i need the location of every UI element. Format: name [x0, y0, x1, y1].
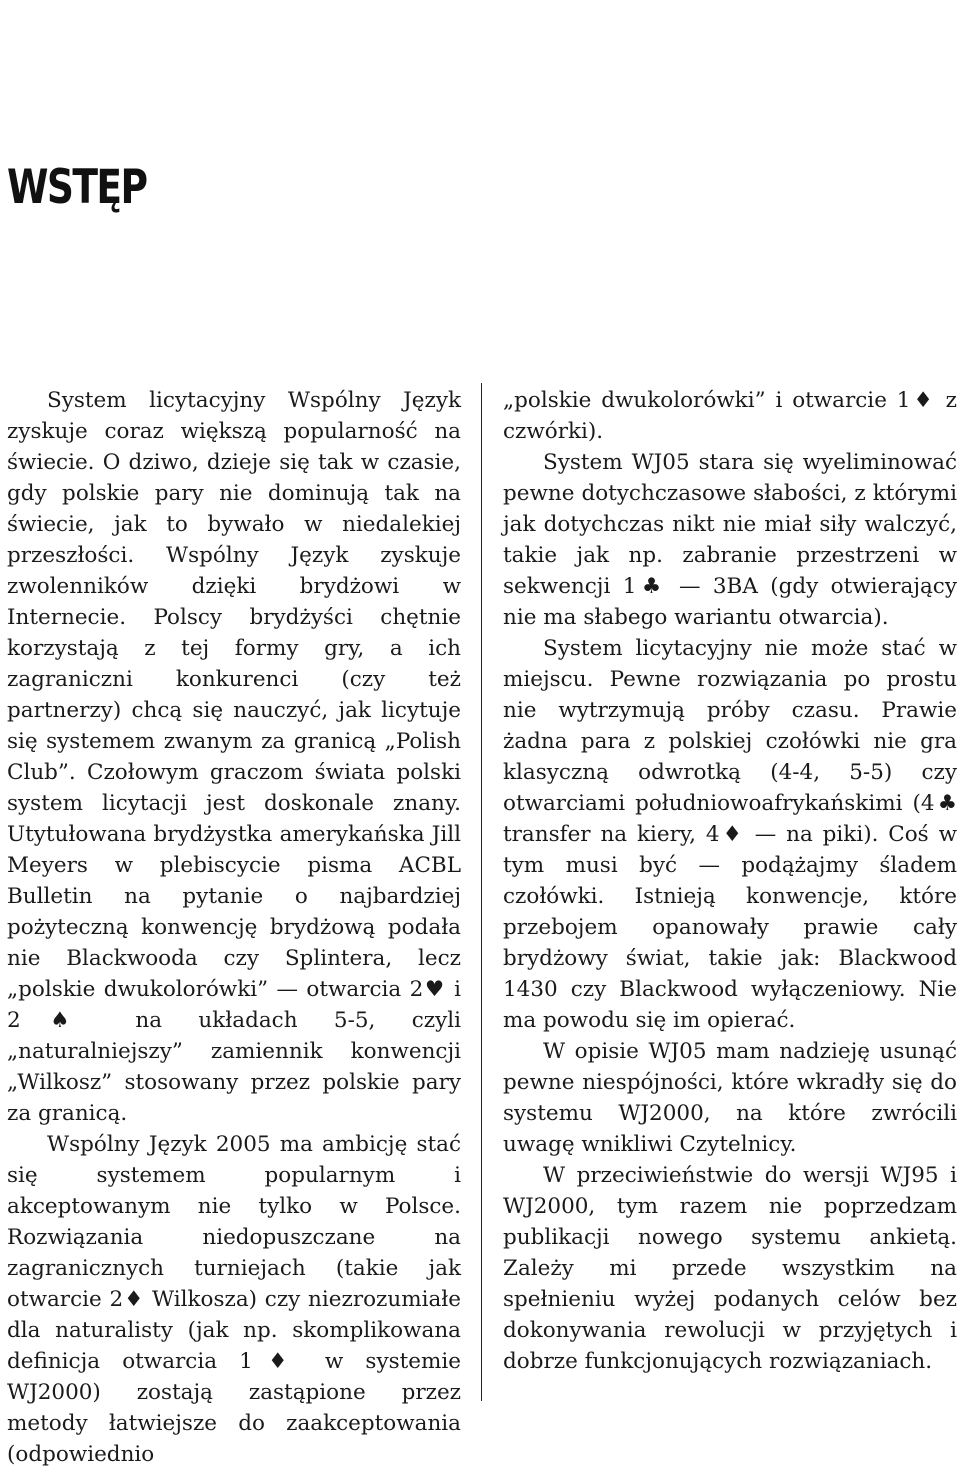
left-column — [7, 385, 461, 1470]
paragraph: System WJ05 stara się wyeliminować pewne dotychczasowe słabości, z którymi jak dotychczas nikt nie miał siły walczyć, takie jak np. zabranie przestrzeni w sekwencji 1♣ — 3BA (gdy otwierający nie ma słabego wariantu otwarcia). — [503, 450, 957, 630]
right-column — [503, 385, 957, 1377]
column-divider — [481, 383, 482, 1401]
paragraph: System licytacyjny Wspólny Język zyskuje coraz większą popularność na świecie. O dziwo, dzieje się tak w czasie, gdy polskie pary nie dominują tak na świecie, jak to bywało w niedalekiej przeszłości. Wspólny Język zyskuje zwolenników dzięki brydżowi w Internecie. Polscy brydżyści chętnie korzystają z tej formy gry, a ich zagraniczni konkurenci (czy też partnerzy) chcą się nauczyć, jak licytuje się systemem zwanym za granicą „Polish Club”. Czołowym graczom świata polski system licytacji jest doskonale znany. Utytułowana brydżystka amerykańska Jill Meyers w plebiscycie pisma ACBL Bulletin na pytanie o najbardziej pożyteczną konwencję brydżową podała nie Blackwooda czy Splintera, lecz „polskie dwukolorówki” — otwarcia 2♥ i 2♠ na układach 5-5, czyli „naturalniejszy” zamiennik konwencji „Wilkosz” stosowany przez polskie pary za granicą. — [7, 388, 461, 1126]
paragraph: System licytacyjny nie może stać w miejscu. Pewne rozwiązania po prostu nie wytrzymują próby czasu. Prawie żadna para z polskiej czołówki nie gra klasyczną odwrotką (4-4, 5-5) czy otwarciami południowoafrykańskimi (4♣ transfer na kiery, 4♦ — na piki). Coś w tym musi być — podążajmy śladem czołówki. Istnieją konwencje, które przebojem opanowały prawie cały brydżowy świat, takie jak: Blackwood 1430 czy Blackwood wyłączeniowy. Nie ma powodu się im opierać. — [503, 636, 957, 1033]
page-title: WSTĘP — [7, 160, 147, 215]
paragraph: Wspólny Język 2005 ma ambicję stać się systemem popularnym i akceptowanym nie tylko w Polsce. Rozwiązania niedopuszczane na zagranicznych turniejach (takie jak otwarcie 2♦ Wilkosza) czy niezrozumiałe dla naturalisty (jak np. skomplikowana definicja otwarcia 1♦ w systemie WJ2000) zostają zastąpione przez metody łatwiejsze do zaakceptowania (odpowiednio — [7, 1132, 461, 1467]
paragraph-continuation: „polskie dwukolorówki” i otwarcie 1♦ z czwórki). — [503, 388, 957, 444]
paragraph: W opisie WJ05 mam nadzieję usunąć pewne niespójności, które wkradły się do systemu WJ2000, na które zwrócili uwagę wnikliwi Czytelnicy. — [503, 1039, 957, 1157]
paragraph: W przeciwieństwie do wersji WJ95 i WJ2000, tym razem nie poprzedzam publikacji nowego systemu ankietą. Zależy mi przede wszystkim na spełnieniu wyżej podanych celów bez dokonywania rewolucji w przyjętych i dobrze funkcjonujących rozwiązaniach. — [503, 1163, 957, 1374]
